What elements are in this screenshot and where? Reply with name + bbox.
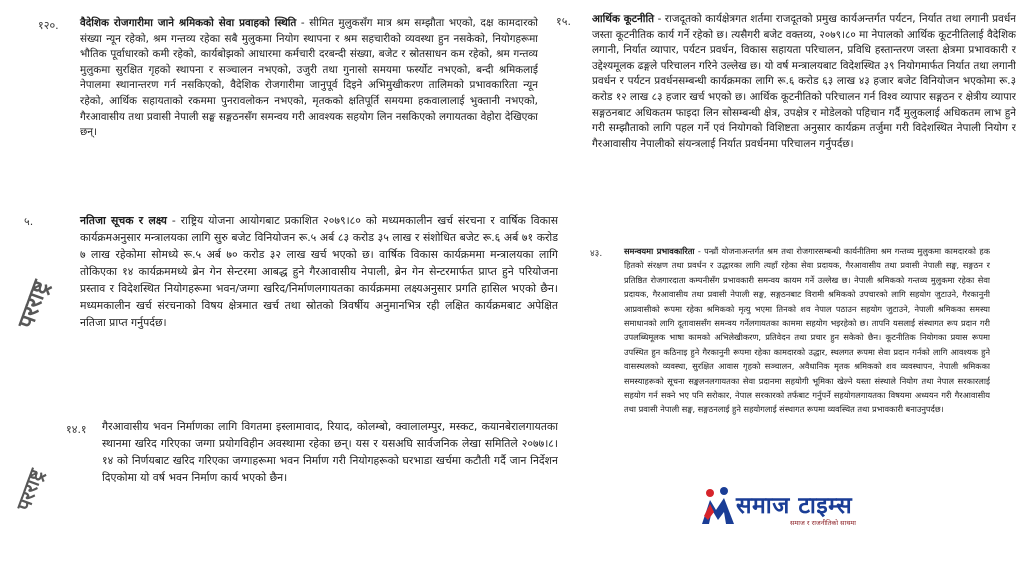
paragraph-43 bbox=[624, 244, 990, 417]
paragraph-heading: आर्थिक कूटनीति bbox=[592, 13, 655, 25]
paragraph-heading: वैदेशिक रोजगारीमा जाने श्रमिकको सेवा प्रवाहको स्थिति bbox=[80, 17, 297, 29]
paragraph-number: १२०. bbox=[38, 19, 59, 32]
paragraph-number: ४३. bbox=[590, 249, 603, 259]
section-15 bbox=[556, 6, 1016, 152]
logo-title: समाज टाइम्स bbox=[736, 493, 853, 519]
section-14-1 bbox=[18, 418, 558, 486]
paragraph-number: ५. bbox=[24, 215, 34, 228]
paragraph-heading: नतिजा सूचक र लक्ष्य bbox=[80, 214, 167, 227]
paragraph-number: १४.१ bbox=[66, 423, 87, 436]
paragraph-body: - सीमित मुलुकसँग मात्र श्रम सम्झौता भएको, दक्ष कामदारको संख्या न्यून रहेको, श्रम गन्तव्य रहेका सबै मुलुकमा नियोग स्थापना र श्रम सहचारीको व्यवस्था हुन नसकेको, नियोगहरूमा भौतिक पूर्वाधारको कमी रहेको, कार्यबोझको आधारमा कर्मचारी दरबन्दी संख्या, बजेट र स्रोतसाधन कम रहेको, श्रम गन्तव्य मुलुकमा सुरक्षित गृहको स्थापना र सञ्चालन नभएको, उजुरी तथा गुनासो समयमा फर्स्योट नभएको, बन्दी श्रमिकलाई नेपालमा स्थानान्तरण गर्न नसकिएको, वैदेशिक रोजगारीमा जानुपूर्व दिइने अभिमुखीकरण तालिमको प्रभावकारिता न्यून रहेको, आर्थिक सहायताको रकममा पुनरावलोकन नभएको, मृतकको क्षतिपूर्ति समयमा हकवालालाई भुक्तानी नभएको, गैरआवासीय तथा प्रवासी नेपाली सङ्घ सङ्गठनसँग समन्वय गरी आवश्यक सहयोग लिन नसकिएको लगायतका वेहोरा देखिएका छन्। bbox=[80, 17, 538, 139]
paragraph-number: १५. bbox=[556, 15, 571, 28]
paragraph-120 bbox=[80, 16, 538, 141]
samaj-times-logo bbox=[700, 486, 890, 528]
handwritten-stamp: परराष्ट्र bbox=[13, 277, 55, 332]
paragraph-5 bbox=[80, 212, 558, 331]
paragraph-body: - राष्ट्रिय योजना आयोगबाट प्रकाशित २०७९।८० को मध्यमकालीन खर्च संरचना र वार्षिक विकास कार्यक्रमअनुसार मन्त्रालयका लागि सुरु बजेट विनियोजन रू.५ अर्ब ८३ करोड ३५ लाख र संशोधित बजेट रू.६ अर्ब ७१ करोड ७ लाख रहेकोमा सोमध्ये रू.५ अर्ब ७० करोड ३२ लाख खर्च भएको छ। वार्षिक विकास कार्यक्रममा मन्त्रालयका लागि तोकिएका १४ कार्यक्रममध्ये ब्रेन गेन सेन्टरमा आबद्ध हुने गैरआवासीय नेपाली, ब्रेन गेन सेन्टरमार्फत प्राप्त हुने परियोजना प्रस्ताव र विदेशस्थित नियोगहरूमा भवन/जग्गा खरिद/निर्माणलगायतका कार्यक्रममा लक्ष्यअनुसार प्रगति हासिल भएको छैन। मध्यमकालीन खर्च संरचनाको विषय क्षेत्रमात खर्च तथा स्रोतको त्रिवर्षीय अनुमानभित्र रही लक्षित कार्यक्रमबाट अपेक्षित नतिजा प्राप्त गर्नुपर्दछ। bbox=[80, 214, 558, 329]
paragraph-15 bbox=[592, 12, 1016, 152]
section-43 bbox=[590, 244, 990, 417]
paragraph-heading: समन्वयमा प्रभावकारिता bbox=[624, 246, 695, 256]
people-logo-icon bbox=[700, 486, 736, 526]
section-5 bbox=[18, 212, 558, 331]
logo-tagline: समाज र राजनीतिको साथमा bbox=[790, 519, 856, 527]
handwritten-stamp: परराष्ट्र bbox=[12, 466, 48, 514]
paragraph-14-1: गैरआवासीय भवन निर्माणका लागि विगतमा इस्लामावाद, रियाद, कोलम्बो, क्वालालम्पुर, मस्कट, कयानबेरालगायतका स्थानमा खरिद गरिएका जग्गा प्रयोगविहीन अवस्थामा रहेका छन्। यस र यसअघि सार्वजनिक लेखा समितिले २०७७।८।१४ को निर्णयबाट खरिद गरिएका जग्गाहरूमा भवन निर्माण गरी नियोगहरूको घरभाडा खर्चमा कटौती गर्दै जान निर्देशन दिएकोमा यो वर्ष भवन निर्माण कार्य भएको छैन। bbox=[102, 420, 558, 484]
paragraph-body: - राजदूतको कार्यक्षेत्रगत शर्तमा राजदूतको प्रमुख कार्यअन्तर्गत पर्यटन, निर्यात तथा लगानी प्रवर्धन जस्ता कूटनीतिक कार्य गर्ने रहेको छ। त्यसैगरी बजेट वक्तव्य, २०७९।८० मा नेपालको आर्थिक कूटनीतिलाई वैदेशिक लगानी, निर्यात व्यापार, पर्यटन प्रवर्धन, विकास सहायता परिचालन, प्रविधि हस्तान्तरण जस्ता क्षेत्रमा प्रभावकारी र उद्देश्यमूलक ढङ्गले परिचालन गरिने उल्लेख छ। यो वर्ष मन्त्रालयबाट विदेशस्थित ३९ नियोगमार्फत निर्यात तथा लगानी प्रवर्धन र पर्यटन प्रवर्धनसम्बन्धी कार्यक्रमका लागि रू.६ करोड ६३ लाख ४३ हजार बजेट विनियोजन भएकोमा रू.३ करोड १२ लाख ८३ हजार खर्च भएको छ। आर्थिक कूटनीतिको परिचालन गर्न विश्व व्यापार सङ्गठन र क्षेत्रीय व्यापार सङ्गठनबाट अधिकतम फाइदा लिन सोसम्बन्धी क्षेत्र, उपक्षेत्र र मोडेलको पहिचान गर्दै मुलुकलाई अधिकतम लाभ हुने गरी सम्झौताको लागि पहल गर्ने एवं नियोगको विशिष्टता अनुसार कार्यक्रम तर्जुमा गरी विदेशस्थित नेपाली नियोग र गैरआवासीय नेपालीको संयन्त्रलाई निर्यात प्रवर्धनमा परिचालन गर्नुपर्दछ। bbox=[592, 13, 1016, 150]
paragraph-body: - पन्ध्रौं योजनाअन्तर्गत श्रम तथा रोजगारसम्बन्धी कार्यनीतिमा श्रम गन्तव्य मुलुकमा कामदारको हक हितको संरक्षण तथा प्रवर्धन र उद्धारका लागि त्यहाँ रहेका सेवा प्रदायक, गैरआवासीय तथा प्रवासी नेपाली सङ्घ, सङ्गठन र प्रतिष्ठित रोजगारदाता कम्पनीसँग प्रभावकारी समन्वय कायम गर्ने उल्लेख छ। नेपाली श्रमिकको गन्तव्य मुलुकमा रहेका सेवा प्रदायक, गैरआवासीय तथा प्रवासी नेपाली सङ्घ, सङ्गठनबाट विरामी श्रमिकको उपचारको लागि सहयोग जुटाउने, गैरकानुनी आप्रवासीको रूपमा रहेका श्रमिकको मृत्यु भएमा तिनको शव नेपाल पठाउन सहयोग जुटाउने, नेपाली श्रमिकका समस्या समाधानको लागि दूतावाससँग समन्वय गर्नेलगायतका काममा सहयोग भइरहेको छ। तापनि यसलाई संस्थागत रूप प्रदान गरी उपलब्धिमूलक भाषा कामको अभिलेखीकरण, प्रतिवेदन तथा प्रचार हुन सकेको छैन। कूटनीतिक नियोगका प्रयास रूपमा उपस्थित हुन कठिनाइ हुने गैरकानुनी रूपमा रहेका कामदारको उद्धार, स्थलगत रूपमा सेवा प्रदान गर्नको लागि आवश्यक हुने वासस्थलको व्यवस्था, सुरक्षित आवास गृहको सञ्चालन, अवैधानिक मृतक श्रमिकको शव व्यवस्थापन, नेपाली श्रमिकका समस्याहरूको सूचना सङ्कलनलगायतका सेवा प्रदानमा सहयोगी भूमिका खेल्ने यस्ता संस्थाले नियोग तथा नेपाल सरकारलाई सहयोग गर्न सक्ने भए पनि सरोकार, नेपाल सरकारको तर्फबाट गर्नुपर्ने सहयोगलगायतका विषयमा अध्ययन गरी गैरआवासीय तथा प्रवासी नेपाली सङ्घ, सङ्गठनलाई हुने सहयोगलाई संस्थागत रूपमा व्यवस्थित तथा प्रभावकारी बनाउनुपर्दछ। bbox=[624, 246, 990, 415]
section-120 bbox=[18, 10, 538, 141]
